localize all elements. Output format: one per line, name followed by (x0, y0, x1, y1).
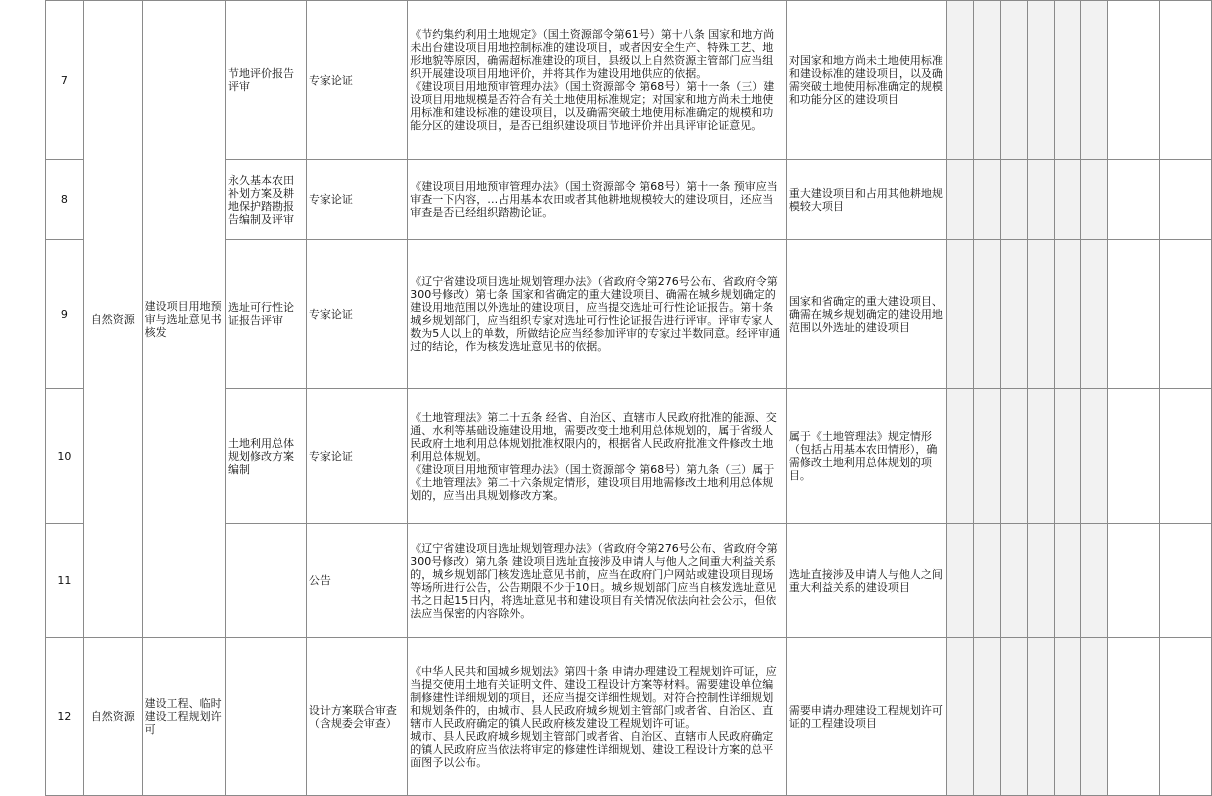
empty-cell (946, 240, 973, 389)
empty-cell (1160, 1, 1212, 160)
empty-cell (1160, 638, 1212, 796)
sub-item-cell (225, 524, 306, 638)
empty-cell (1108, 524, 1160, 638)
empty-cell (973, 524, 1000, 638)
empty-cell (1160, 524, 1212, 638)
empty-cell (973, 638, 1000, 796)
basis-cell: 《节约集约利用土地规定》（国土资源部令第61号）第十八条 国家和地方尚未出台建设项目用地控制标准的建设项目，或者因安全生产、特殊工艺、地形地貌等原因，确需超标准建设的项目，县级以上自然资源主管部门应当组织开展建设项目用地评价，并将其作为建设用地供应的依据。 《建设项目用地预审管理办法》（国土资源部令 第68号）第十一条（三）建设项目用地规模是否符合有关土地使用标准规定；对国家和地方尚未土地使用标准和建设标准的建设项目，以及确需突破土地使用标准确定的规模和功能分区的建设项目，是否已组织建设项目节地评价并出具评审论证意见。 (408, 1, 787, 160)
empty-cell (1027, 1, 1054, 160)
empty-cell (1027, 240, 1054, 389)
row-number: 12 (46, 638, 84, 796)
empty-cell (1000, 160, 1027, 240)
empty-cell (1160, 240, 1212, 389)
empty-cell (1108, 1, 1160, 160)
empty-cell (1108, 389, 1160, 524)
empty-cell (1054, 160, 1081, 240)
empty-cell (1000, 389, 1027, 524)
sub-item-cell: 节地评价报告评审 (225, 1, 306, 160)
empty-cell (1081, 524, 1108, 638)
empty-cell (1054, 389, 1081, 524)
scope-cell: 属于《土地管理法》规定情形（包括占用基本农田情形），确需修改土地利用总体规划的项目。 (786, 389, 946, 524)
empty-cell (973, 1, 1000, 160)
empty-cell (946, 524, 973, 638)
row-number: 10 (46, 389, 84, 524)
empty-cell (973, 160, 1000, 240)
left-margin (0, 0, 45, 796)
basis-cell: 《中华人民共和国城乡规划法》第四十条 申请办理建设工程规划许可证，应当提交使用土地有关证明文件、建设工程设计方案等材料。需要建设单位编制修建性详细规划的项目，还应当提交详细性规划。对符合控制性详细规划和规划条件的，由城市、县人民政府城乡规划主管部门或者省、自治区、直辖市人民政府确定的镇人民政府核发建设工程规划许可证。 城市、县人民政府城乡规划主管部门或者省、自治区、直辖市人民政府确定的镇人民政府应当依法将审定的修建性详细规划、建设工程设计方案的总平面图予以公布。 (408, 638, 787, 796)
approval-items-table (45, 0, 1212, 796)
empty-cell (1160, 389, 1212, 524)
empty-cell (1081, 160, 1108, 240)
sub-item-cell (225, 638, 306, 796)
empty-cell (946, 1, 973, 160)
row-number: 9 (46, 240, 84, 389)
category-cell: 自然资源 (83, 1, 142, 638)
empty-cell (1000, 1, 1027, 160)
form-cell: 设计方案联合审查（含规委会审查） (306, 638, 407, 796)
table-row (46, 638, 1212, 796)
basis-cell: 《辽宁省建设项目选址规划管理办法》（省政府令第276号公布、省政府令第300号修改）第九条 建设项目选址直接涉及申请人与他人之间重大利益关系的，城乡规划部门核发选址意见书前，应当在政府门户网站或建设项目现场等场所进行公告，公告期限不少于10日。城乡规划部门应当自核发选址意见书之日起15日内，将选址意见书和建设项目有关情况依法向社会公示，但依法应当保密的内容除外。 (408, 524, 787, 638)
empty-cell (1081, 240, 1108, 389)
scope-cell: 对国家和地方尚未土地使用标准和建设标准的建设项目，以及确需突破土地使用标准确定的规模和功能分区的建设项目 (786, 1, 946, 160)
empty-cell (973, 240, 1000, 389)
empty-cell (1108, 160, 1160, 240)
sub-item-cell: 选址可行性论证报告评审 (225, 240, 306, 389)
empty-cell (1081, 389, 1108, 524)
empty-cell (1000, 524, 1027, 638)
empty-cell (1081, 638, 1108, 796)
row-number: 7 (46, 1, 84, 160)
form-cell: 专家论证 (306, 389, 407, 524)
empty-cell (1054, 240, 1081, 389)
empty-cell (1027, 524, 1054, 638)
table-row (46, 1, 1212, 160)
empty-cell (1108, 638, 1160, 796)
empty-cell (1081, 1, 1108, 160)
empty-cell (946, 638, 973, 796)
basis-cell: 《土地管理法》第二十五条 经省、自治区、直辖市人民政府批准的能源、交通、水利等基础设施建设用地，需要改变土地利用总体规划的，属于省级人民政府土地利用总体规划批准权限内的，根据省人民政府批准文件修改土地利用总体规划。 《建设项目用地预审管理办法》（国土资源部令 第68号）第九条（三）属于《土地管理法》第二十六条规定情形，建设项目用地需修改土地利用总体规划的，应当出具规划修改方案。 (408, 389, 787, 524)
empty-cell (1108, 240, 1160, 389)
sub-item-cell: 永久基本农田补划方案及耕地保护踏勘报告编制及评审 (225, 160, 306, 240)
form-cell: 专家论证 (306, 160, 407, 240)
empty-cell (1000, 638, 1027, 796)
scope-cell: 国家和省确定的重大建设项目、确需在城乡规划确定的建设用地范围以外选址的建设项目 (786, 240, 946, 389)
scope-cell: 需要申请办理建设工程规划许可证的工程建设项目 (786, 638, 946, 796)
basis-cell: 《辽宁省建设项目选址规划管理办法》（省政府令第276号公布、省政府令第300号修改）第七条 国家和省确定的重大建设项目、确需在城乡规划确定的建设用地范围以外选址的建设项目，应当提交选址可行性论证报告。第十条 城乡规划部门，应当组织专家对选址可行性论证报告进行评审。评审专家人数为5人以上的单数，所做结论应当经参加评审的专家过半数同意。经评审通过的结论，作为核发选址意见书的依据。 (408, 240, 787, 389)
empty-cell (1027, 160, 1054, 240)
item-cell: 建设项目用地预审与选址意见书核发 (142, 1, 225, 638)
empty-cell (1027, 638, 1054, 796)
sub-item-cell: 土地利用总体规划修改方案编制 (225, 389, 306, 524)
row-number: 8 (46, 160, 84, 240)
form-cell: 公告 (306, 524, 407, 638)
empty-cell (1027, 389, 1054, 524)
form-cell: 专家论证 (306, 240, 407, 389)
empty-cell (1054, 524, 1081, 638)
scope-cell: 重大建设项目和占用其他耕地规模较大项目 (786, 160, 946, 240)
empty-cell (946, 160, 973, 240)
empty-cell (1000, 240, 1027, 389)
empty-cell (1054, 1, 1081, 160)
row-number: 11 (46, 524, 84, 638)
empty-cell (973, 389, 1000, 524)
item-cell: 建设工程、临时建设工程规划许可 (142, 638, 225, 796)
empty-cell (1054, 638, 1081, 796)
category-cell: 自然资源 (83, 638, 142, 796)
empty-cell (946, 389, 973, 524)
empty-cell (1160, 160, 1212, 240)
basis-cell: 《建设项目用地预审管理办法》（国土资源部令 第68号）第十一条 预审应当审查一下内容，…占用基本农田或者其他耕地规模较大的建设项目，还应当审查是否已经组织踏勘论证。 (408, 160, 787, 240)
scope-cell: 选址直接涉及申请人与他人之间重大利益关系的建设项目 (786, 524, 946, 638)
form-cell: 专家论证 (306, 1, 407, 160)
